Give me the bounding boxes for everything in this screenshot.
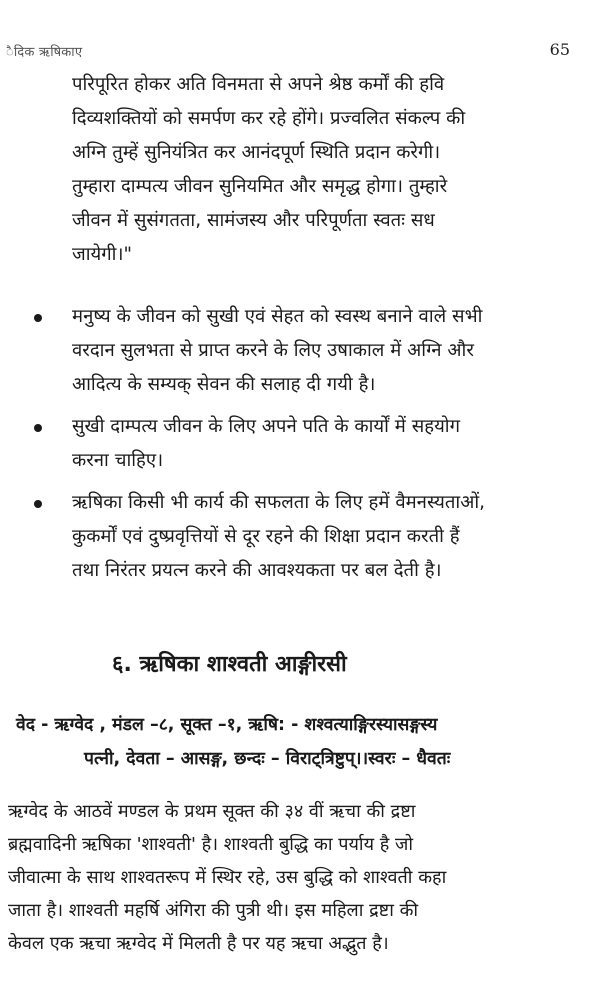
bullet-icon [34,314,42,322]
text-line: अग्नि तुम्हें सुनियंत्रित कर आनंदपूर्ण स्थिति प्रदान करेगी। [72,142,441,163]
metadata-line: पत्नी, देवता – आसङ्ग, छन्दः – विराट्त्रिष्टुप्।।स्वरः – धैवतः [84,749,451,769]
page-number: 65 [549,40,570,59]
bullet-list [24,300,594,588]
text-line: दिव्यशक्तियों को समर्पण कर रहे होंगे। प्रज्वलित संकल्प की [72,108,466,129]
text-line: केवल एक ऋचा ऋग्वेद में मिलती है पर यह ऋचा अद्भुत है। [8,933,389,954]
text-line: मनुष्य के जीवन को सुखी एवं सेहत को स्वस्थ बनाने वाले सभी [72,306,483,327]
text-line: जीवन में सुसंगतता, सामंजस्य और परिपूर्णता स्वतः सध [72,210,435,231]
text-line: जीवात्मा के साथ शाश्वतरूप में स्थिर रहे, उस बुद्धि को शाश्वती कहा [8,867,447,888]
text-line: सुखी दाम्पत्य जीवन के लिए अपने पति के कार्यों में सहयोग [72,416,461,437]
text-line: ब्रह्मवादिनी ऋषिका 'शाश्वती' है। शाश्वती बुद्धि का पर्याय है जो [8,834,414,855]
text-line: परिपूरित होकर अति विनमता से अपने श्रेष्ठ कर्मों की हवि [72,74,445,95]
text-line: ऋषिका किसी भी कार्य की सफलता के लिए हमें वैमनस्यताओं, [72,492,485,513]
text-line: आदित्य के सम्यक् सेवन की सलाह दी गयी है। [72,374,376,395]
bullet-icon [34,424,42,432]
continued-paragraph [72,68,592,272]
text-line: कुकर्मों एवं दुष्प्रवृत्तियों से दूर रहने की शिक्षा प्रदान करती हैं [72,526,460,547]
metadata-line: वेद - ऋग्वेद , मंडल –८, सूक्त –१, ऋषि: - शश्वत्याङ्गिरस्यासङ्गस्य [16,715,438,735]
bullet-item [24,410,594,478]
bullet-icon [34,500,42,508]
text-line: वरदान सुलभता से प्राप्त करने के लिए उषाकाल में अग्नि और [72,340,474,361]
bullet-item [24,300,594,402]
text-line: जाता है। शाश्वती महर्षि अंगिरा की पुत्री थी। इस महिला द्रष्टा की [8,900,419,921]
mantra-metadata [16,708,596,776]
section-heading: ६. ऋषिका शाश्वती आङ्गीरसी [112,652,347,677]
text-line: तुम्हारा दाम्पत्य जीवन सुनियमित और समृद्ध होगा। तुम्हारे [72,176,448,197]
body-paragraph [8,795,593,960]
bullet-item [24,486,594,588]
text-line: तथा निरंतर प्रयत्न करने की आवश्यकता पर बल देती है। [72,560,442,581]
text-line: ऋग्वेद के आठवें मण्डल के प्रथम सूक्त की ३४ वीं ऋचा की द्रष्टा [8,801,416,822]
text-line: जायेगी।" [72,244,132,265]
text-line: करना चाहिए। [72,450,164,471]
running-header: ैदिक ऋषिकाए [6,45,83,60]
